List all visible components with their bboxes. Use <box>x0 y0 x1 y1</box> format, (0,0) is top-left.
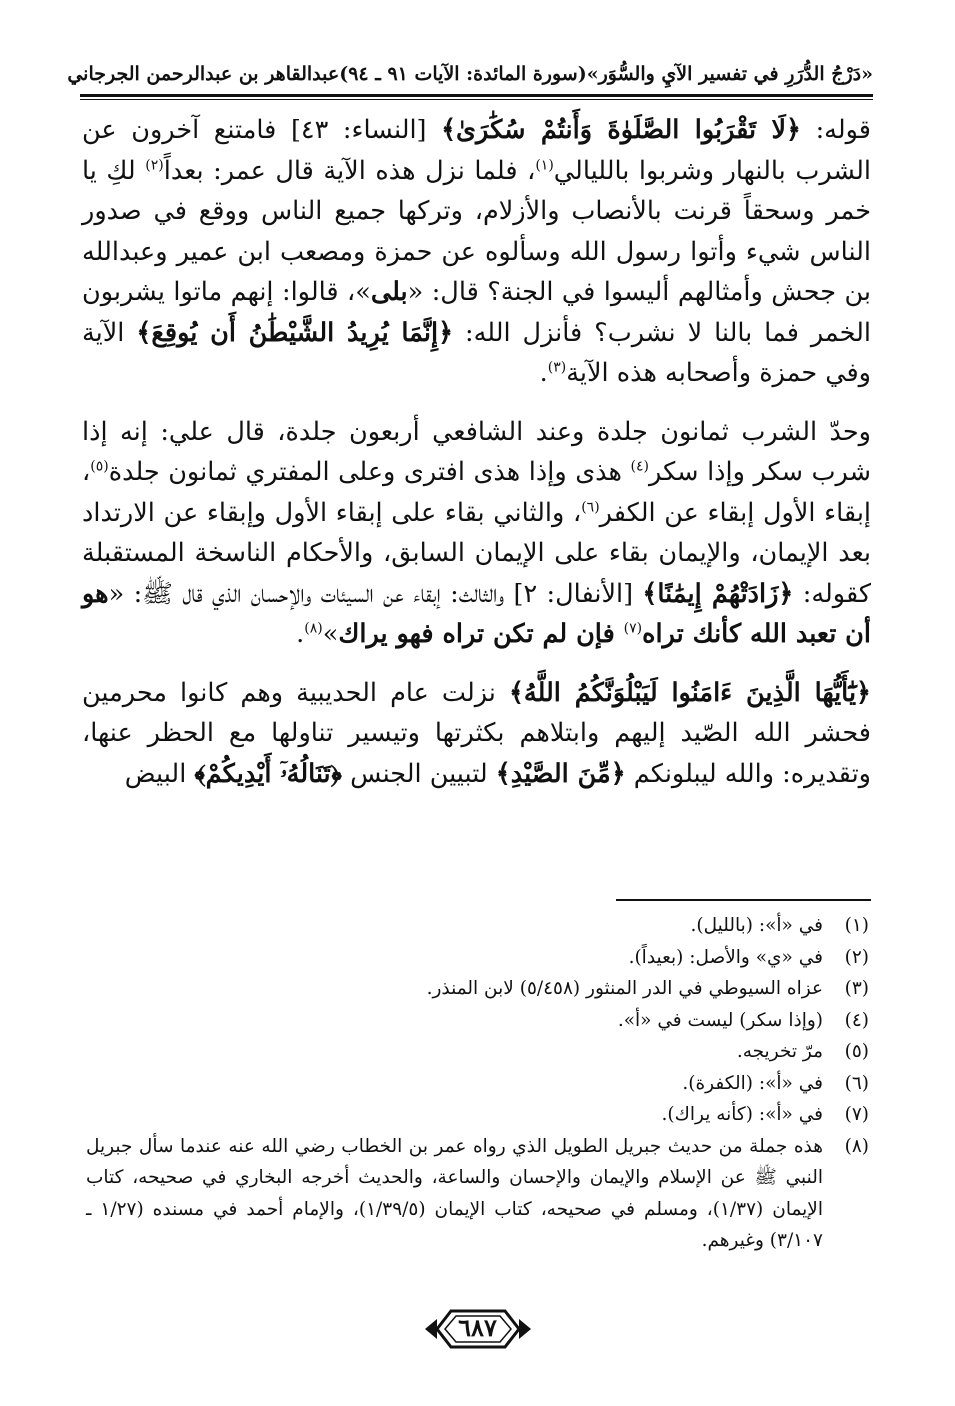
footnote-text: في «أ»: (بالليل). <box>690 915 823 936</box>
footnote <box>86 1036 869 1068</box>
footnote-ref: (٦) <box>581 499 600 515</box>
text-run: لكِ يا خمر وسحقاً قرنت بالأنصاب والأزلام، وتركها جميع الناس ووقع في صدور الناس شيء وأتوا رسول الله وسألوه عن حمزة ومصعب ابن عمير وعبدالله بن جحش وأمثالهم أليسوا في الجنة؟ قال: « <box>82 155 871 307</box>
quran-quote: ﴿لَا تَقْرَبُوا الصَّلَوٰةَ وَأَنتُمْ سُكَٰرَىٰ﴾ <box>441 115 801 145</box>
footnote-number: (٥) <box>844 1041 869 1062</box>
footnote-number: (٦) <box>844 1072 869 1094</box>
footnote <box>86 1099 869 1131</box>
footnote-ref: (٧) <box>623 620 643 637</box>
footnote <box>86 942 869 974</box>
footnote-text: في «أ»: (كأنه يراك). <box>661 1104 823 1125</box>
quran-quote: ﴿تَنَالُهُۥٓ أَيْدِيكُمْ﴾ <box>194 758 342 789</box>
quran-quote: ﴿مِّنَ الصَّيْدِ﴾ <box>495 758 626 789</box>
footnote-text: في «أ»: (الكفرة). <box>682 1072 823 1094</box>
main-text <box>82 110 871 812</box>
quran-quote: ﴿إِنَّمَا يُرِيدُ الشَّيْطَٰنُ أَن يُوقِعَ﴾ <box>136 317 454 348</box>
bold-text: فإن لم تكن تراه فهو يراك <box>338 619 624 649</box>
bold-text: هو أن تعبد الله كأنك تراه <box>82 578 871 649</box>
text-run: ، فلما نزل هذه الآية قال عمر: بعداً <box>163 155 536 186</box>
header-rule-thin <box>80 99 873 100</box>
text-run: قوله: <box>801 115 871 145</box>
footnote <box>86 1131 869 1257</box>
text-run: لتبيين الجنس <box>341 758 496 789</box>
footnote-text: مرّ تخريجه. <box>736 1041 823 1062</box>
footnote-ref: (٢) <box>145 157 164 173</box>
footnote-number: (٤) <box>844 1009 869 1031</box>
text-run: » <box>322 619 339 649</box>
footnote-text: عزاه السيوطي في الدر المنثور (٥/٤٥٨) لابن المنذر. <box>426 978 823 999</box>
text-run: [النساء: ٤٣] فامتنع آخرون عن الشرب بالنهار وشربوا بالليالي <box>82 115 872 186</box>
footnote-ref: (١) <box>535 157 554 173</box>
footnote-number: (٨) <box>844 1135 869 1157</box>
text-run: وحدّ الشرب ثمانون جلدة وعند الشافعي أربعون جلدة، قال علي: إنه إذا شرب سكر وإذا سكر <box>82 416 871 487</box>
footnote-number: (١) <box>844 915 869 936</box>
text-run: ، إبقاء الأول إبقاء عن الكفر <box>82 457 872 528</box>
text-run: [الأنفال: ٢] والثالث: إبقاء عن السيئات والإحسان الذي قال ﷺ: « <box>108 578 643 609</box>
footnote <box>86 1005 869 1037</box>
header-book-title: «دَرْجُ الدُّرَرِ في تفسير الآيِ والسُّوَر» <box>586 63 873 85</box>
running-header <box>67 54 873 94</box>
paragraph <box>82 673 871 795</box>
footnote-number: (٣) <box>844 978 869 999</box>
text-run: ، والثاني بقاء على إبقاء الأول وإبقاء عن الارتداد بعد الإيمان، والإيمان بقاء على الإيمان السابق، والأحكام الناسخة المستقبلة كقوله: <box>82 497 871 609</box>
footnote-ref: (٥) <box>90 458 109 475</box>
footnote-number: (٢) <box>844 946 869 968</box>
text-run: . <box>539 358 548 388</box>
footnote <box>86 910 869 942</box>
text-run: »، قالوا: إنهم ماتوا يشربون الخمر فما بالنا لا نشرب؟ فأنزل الله: <box>82 277 871 348</box>
text-run: . <box>296 619 305 649</box>
footnote-separator <box>616 899 871 901</box>
text-run: نزلت عام الحديبية وهم كانوا محرمين فحشر الله الصّيد إليهم وابتلاهم بكثرتها وتيسير تناولها مع الحظر عنها، وتقديره: والله ليبلونكم <box>82 677 871 789</box>
text-run: البيض <box>124 758 195 789</box>
text-run: الآية وفي حمزة وأصحابه هذه الآية <box>82 317 871 388</box>
footnote-number: (٧) <box>844 1104 869 1125</box>
footnote <box>86 973 869 1005</box>
footnote-ref: (٨) <box>304 620 323 637</box>
footnote-text: (وإذا سكر) ليست في «أ». <box>617 1009 823 1031</box>
paragraph <box>82 412 871 655</box>
footnote-ref: (٤) <box>630 458 650 475</box>
paragraph <box>82 110 871 394</box>
quran-quote: ﴿يَٰٓأَيُّهَا الَّذِينَ ءَامَنُوا لَيَبْلُوَنَّكُمُ اللَّهُ﴾ <box>508 677 871 708</box>
footnotes <box>86 910 869 1257</box>
header-rule <box>80 94 873 97</box>
footnote-text: هذه جملة من حديث جبريل الطويل الذي رواه عمر بن الخطاب رضي الله عنه عندما سأل جبريل النبي ﷺ عن الإسلام والإيمان والإحسان والساعة، والحديث أخرجه البخاري في صحيحه، كتاب الإيمان (١/٣٧)، ومسلم في صحيحه، كتاب الإيمان (١/٣٩/٥)، والإمام أحمد في مسنده (١/٢٧ ـ ٣/١٠٧) وغيرهم. <box>86 1135 823 1251</box>
page-number: ٦٨٧ <box>458 1313 497 1342</box>
footnote-text: في «ي» والأصل: (بعيداً). <box>628 946 823 968</box>
bold-text: بلى <box>370 277 408 307</box>
footnote-ref: (٣) <box>547 359 567 376</box>
page-number-ornament <box>423 1307 533 1351</box>
quran-quote: ﴿زَادَتْهُمْ إِيمَٰنًا﴾ <box>642 578 794 609</box>
text-run: هذى وإذا هذى افترى وعلى المفتري ثمانون جلدة <box>108 457 631 487</box>
header-author: عبدالقاهر بن عبدالرحمن الجرجاني <box>67 63 340 85</box>
header-section: (سورة المائدة: الآيات ٩١ ـ ٩٤) <box>339 63 587 85</box>
footnote <box>86 1068 869 1100</box>
